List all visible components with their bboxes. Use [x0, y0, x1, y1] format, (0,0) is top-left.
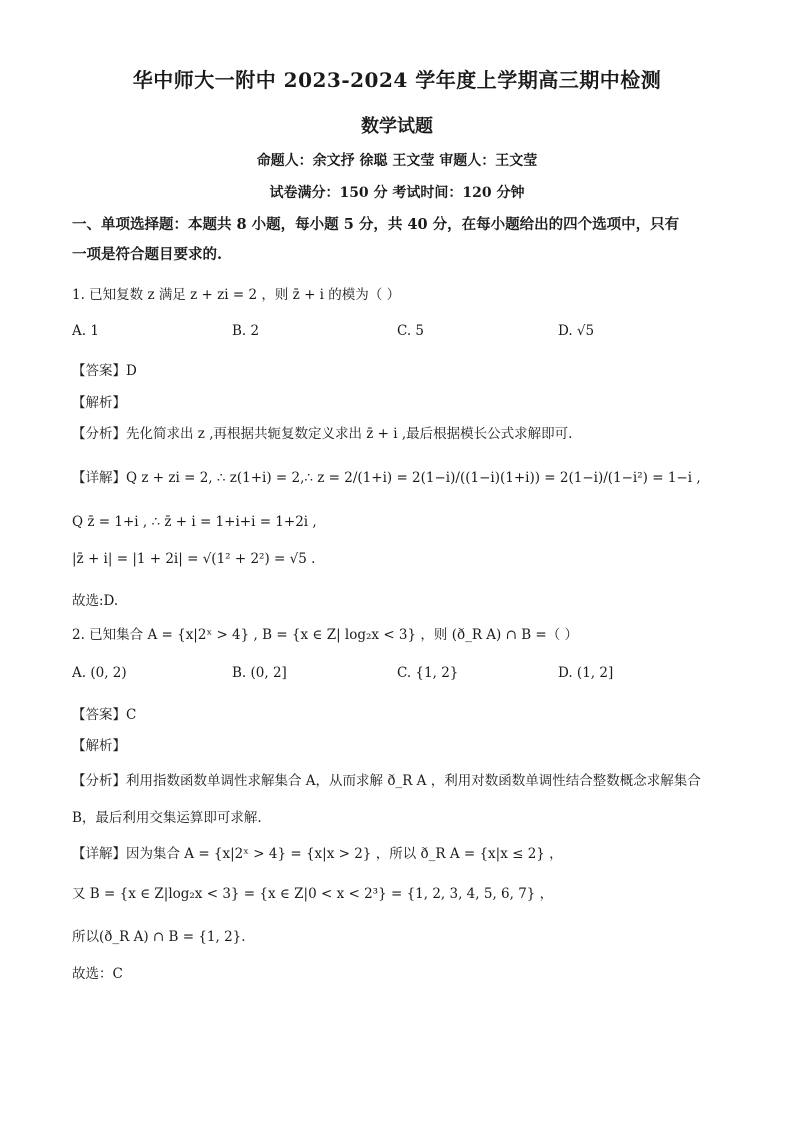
q1-analysis: 【分析】先化简求出 z ,再根据共轭复数定义求出 z̄ + i ,最后根据模长公式求解即可.: [72, 426, 573, 442]
q2-answer: 【答案】C: [72, 707, 137, 723]
exam-info: 试卷满分：150 分 考试时间：120 分钟: [269, 185, 525, 201]
q1-analysis-label: 【解析】: [72, 395, 126, 411]
q2-analysis-1: 【分析】利用指数函数单调性求解集合 A，从而求解 ð_R A ，利用对数函数单调性结合整数概念求解集合: [72, 773, 701, 789]
exam-subtitle: 数学试题: [361, 116, 433, 137]
exam-title: 华中师大一附中 2023-2024 学年度上学期高三期中检测: [132, 68, 662, 92]
q2-option-a: A. (0, 2): [72, 665, 127, 681]
q2-detail-3: 所以(ð_R A) ∩ B = {1, 2}.: [72, 929, 246, 945]
q1-option-b: B. 2: [232, 323, 260, 339]
q1-detail-2: Q z̄ = 1+i , ∴ z̄ + i = 1+i+i = 1+2i ,: [72, 514, 317, 530]
q2-option-d: D. (1, 2]: [558, 665, 614, 681]
exam-authors: 命题人：余文抒 徐聪 王文莹 审题人：王文莹: [256, 153, 538, 169]
q2-option-c: C. {1, 2}: [397, 665, 459, 681]
q2-option-b: B. (0, 2]: [232, 665, 287, 681]
section-heading-line1: 一、单项选择题：本题共 8 小题，每小题 5 分，共 40 分，在每小题给出的四个选项中，只有: [72, 216, 680, 233]
q2-detail-2: 又 B = {x ∈ Z|log₂x < 3} = {x ∈ Z|0 < x < 2³} = {1, 2, 3, 4, 5, 6, 7} ，: [72, 886, 554, 902]
q2-analysis-2: B，最后利用交集运算即可求解.: [72, 810, 262, 826]
q2-analysis-label: 【解析】: [72, 738, 126, 754]
q1-option-a: A. 1: [72, 323, 99, 339]
section-heading-line2: 一项是符合题目要求的.: [72, 246, 223, 263]
q1-detail-1: 【详解】Q z + zi = 2, ∴ z(1+i) = 2,∴ z = 2/(1+i) = 2(1−i)/((1−i)(1+i)) = 2(1−i)/(1−i²) = 1−i ,: [72, 470, 701, 486]
q1-conclusion: 故选:D.: [72, 593, 119, 609]
q1-option-d: D. √5: [558, 323, 595, 339]
q1-answer: 【答案】D: [72, 363, 137, 379]
q2-stem: 2. 已知集合 A = {x|2ˣ > 4} , B = {x ∈ Z| log₂x < 3} ，则 (ð_R A) ∩ B =（ ）: [72, 627, 579, 643]
q2-conclusion: 故选：C: [72, 966, 123, 982]
q1-option-c: C. 5: [397, 323, 425, 339]
q1-stem: 1. 已知复数 z 满足 z + zi = 2 ，则 z̄ + i 的模为（ ）: [72, 287, 401, 303]
q2-detail-1: 【详解】因为集合 A = {x|2ˣ > 4} = {x|x > 2} ，所以 ð_R A = {x|x ≤ 2} ，: [72, 846, 563, 862]
q1-detail-3: |z̄ + i| = |1 + 2i| = √(1² + 2²) = √5 .: [72, 551, 316, 567]
